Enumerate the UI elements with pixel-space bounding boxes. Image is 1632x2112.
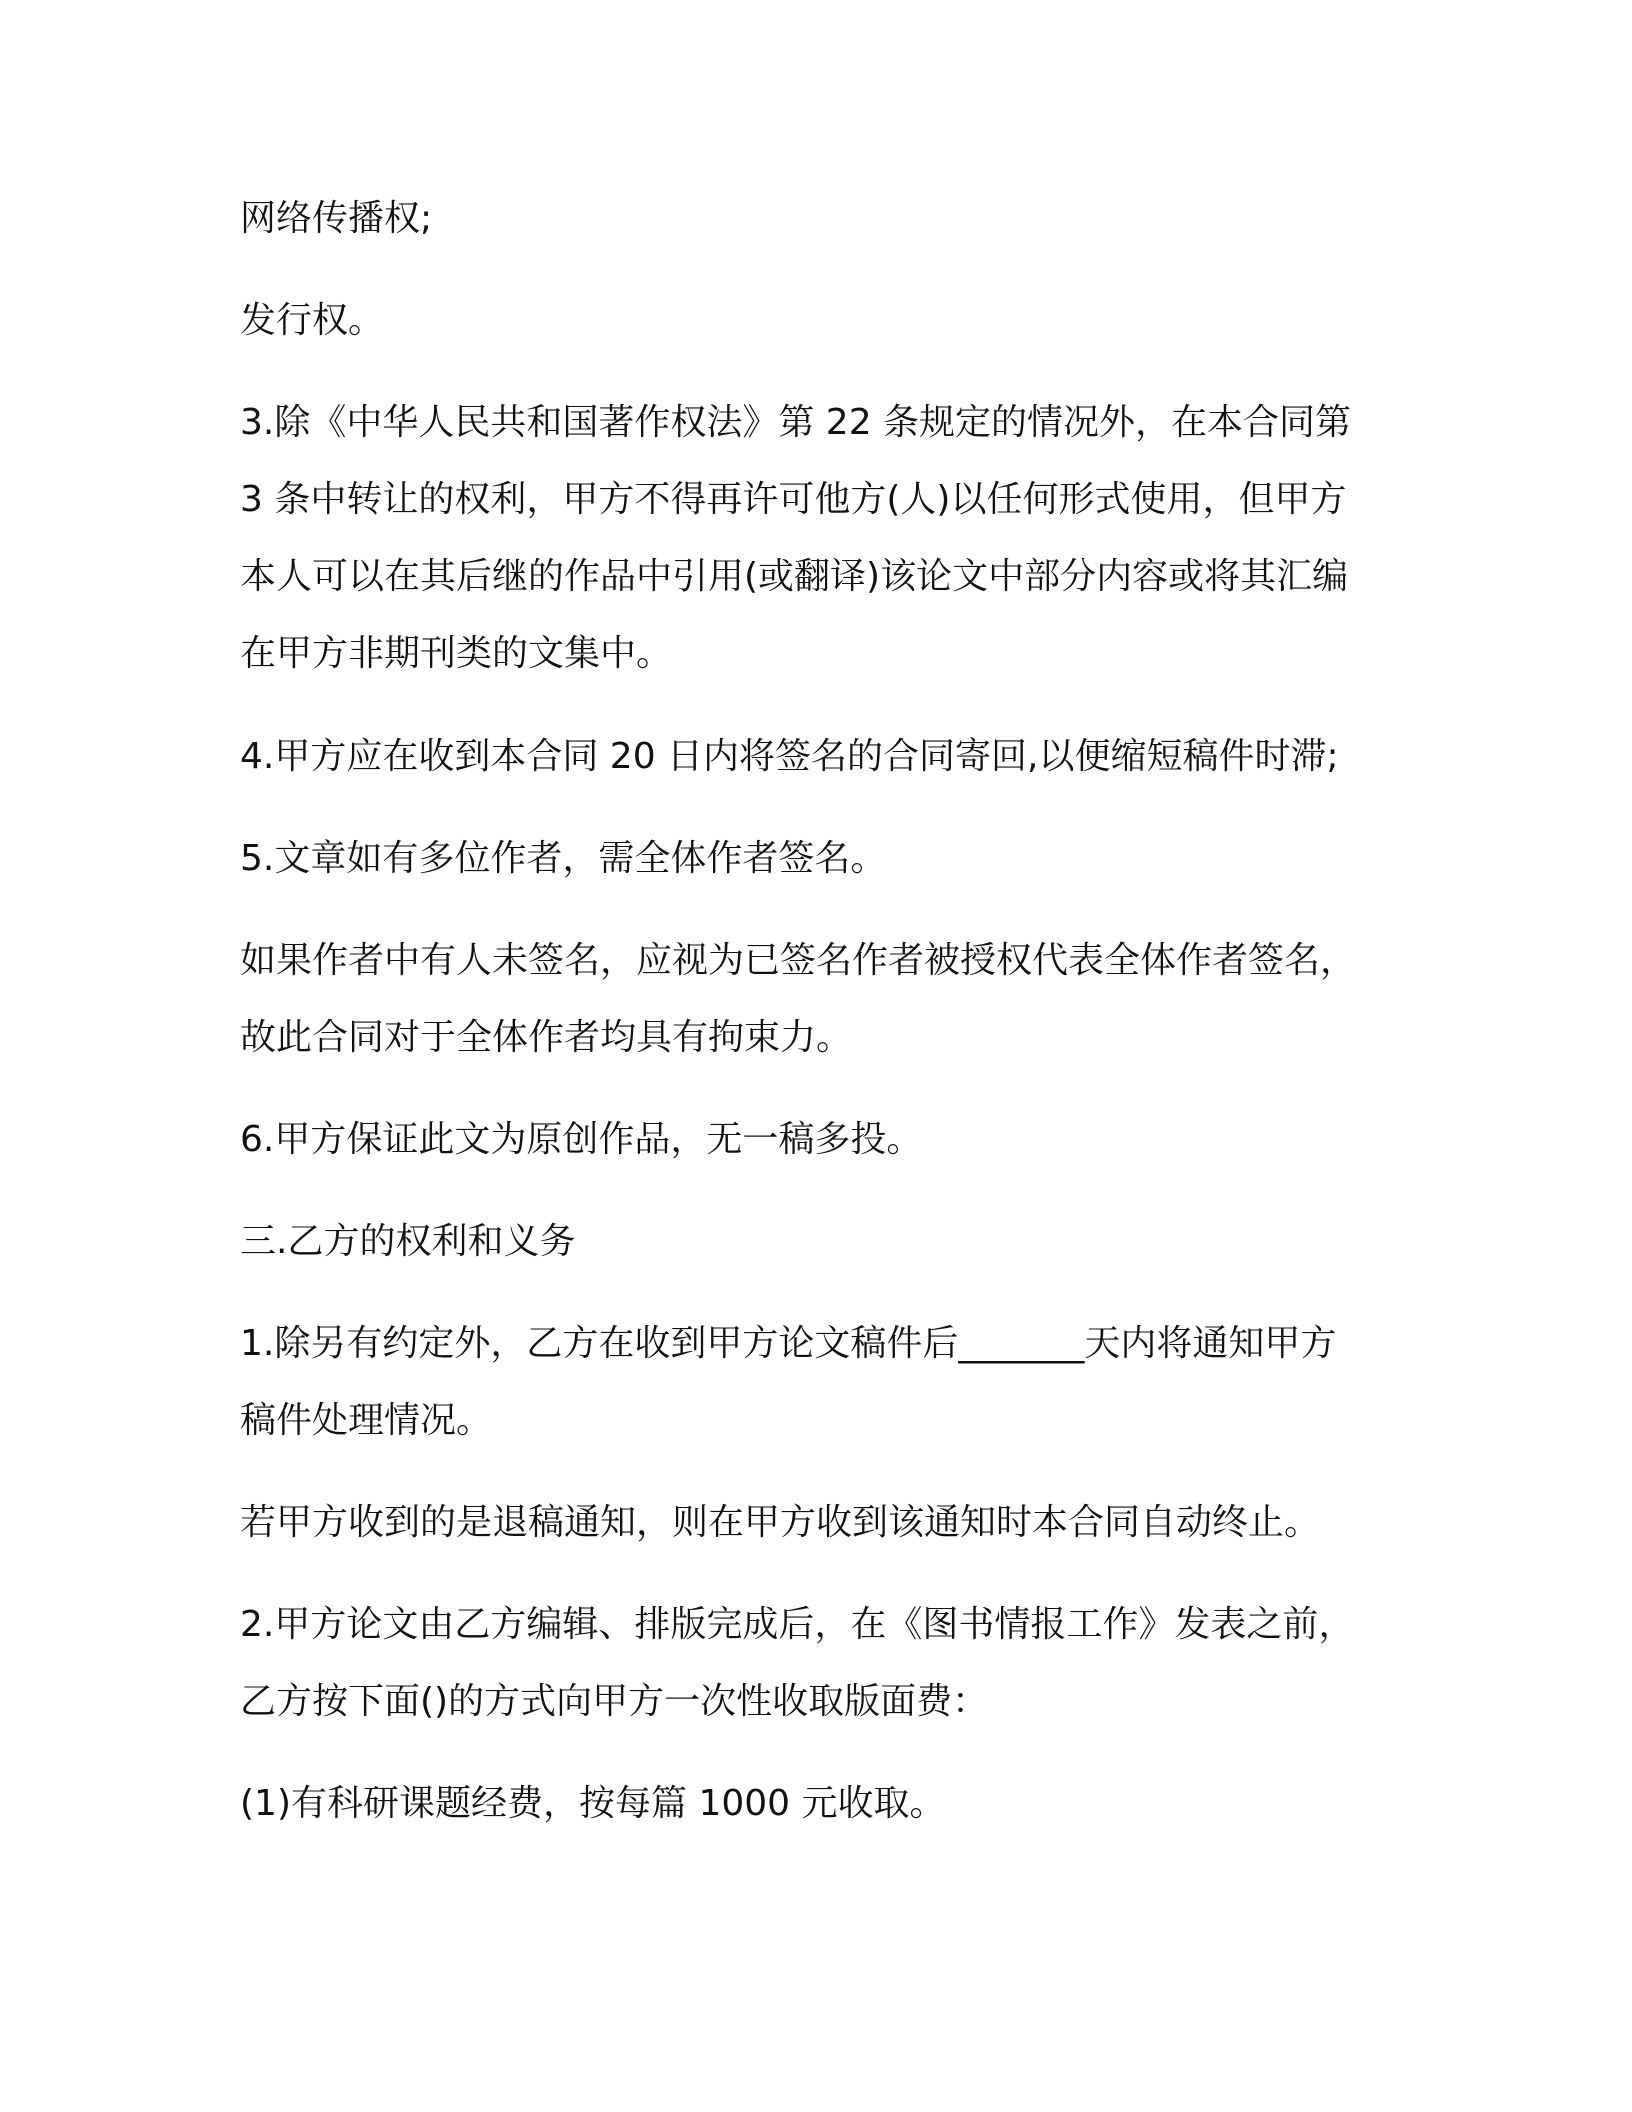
text-line: 稿件处理情况。 — [240, 1400, 493, 1441]
text-line: 三.乙方的权利和义务 — [240, 1221, 576, 1262]
paragraph-clause-4 — [240, 718, 1400, 795]
paragraph-clause-3 — [240, 384, 1400, 692]
text-line: 4.甲方应在收到本合同 20 日内将签名的合同寄回,以便缩短稿件时滞; — [240, 736, 1339, 777]
text-line: 5.文章如有多位作者，需全体作者签名。 — [240, 838, 887, 879]
text-line: 2.甲方论文由乙方编辑、排版完成后，在《图书情报工作》发表之前， — [240, 1604, 1355, 1645]
paragraph-fee-option-1 — [240, 1765, 1400, 1842]
text-line: 乙方按下面()的方式向甲方一次性收取版面费： — [240, 1681, 989, 1722]
paragraph-distribution-right — [240, 282, 1400, 359]
text-line: 如果作者中有人未签名，应视为已签名作者被授权代表全体作者签名， — [240, 940, 1357, 981]
section-heading-party-b — [240, 1203, 1400, 1280]
paragraph-network-right — [240, 180, 1400, 257]
text-line: (1)有科研课题经费，按每篇 1000 元收取。 — [240, 1783, 946, 1824]
text-line: 3.除《中华人民共和国著作权法》第 22 条规定的情况外，在本合同第 — [240, 402, 1352, 443]
text-line: 在甲方非期刊类的文集中。 — [240, 633, 673, 674]
text-line: 网络传播权; — [240, 198, 433, 239]
text-line: 若甲方收到的是退稿通知，则在甲方收到该通知时本合同自动终止。 — [240, 1502, 1321, 1543]
text-line: 故此合同对于全体作者均具有拘束力。 — [240, 1017, 853, 1058]
text-line: 6.甲方保证此文为原创作品，无一稿多投。 — [240, 1119, 923, 1160]
paragraph-b-clause-1 — [240, 1305, 1400, 1459]
text-line: 本人可以在其后继的作品中引用(或翻译)该论文中部分内容或将其汇编 — [240, 556, 1349, 597]
paragraph-clause-5 — [240, 820, 1400, 897]
text-line: 发行权。 — [240, 300, 385, 341]
text-line: 1.除另有约定外，乙方在收到甲方论文稿件后_______天内将通知甲方 — [240, 1323, 1337, 1364]
text-line: 3 条中转让的权利，甲方不得再许可他方(人)以任何形式使用，但甲方 — [240, 479, 1347, 520]
paragraph-unsigned-authors — [240, 922, 1400, 1076]
paragraph-rejection-termination — [240, 1484, 1400, 1561]
paragraph-clause-6 — [240, 1101, 1400, 1178]
paragraph-b-clause-2 — [240, 1586, 1400, 1740]
